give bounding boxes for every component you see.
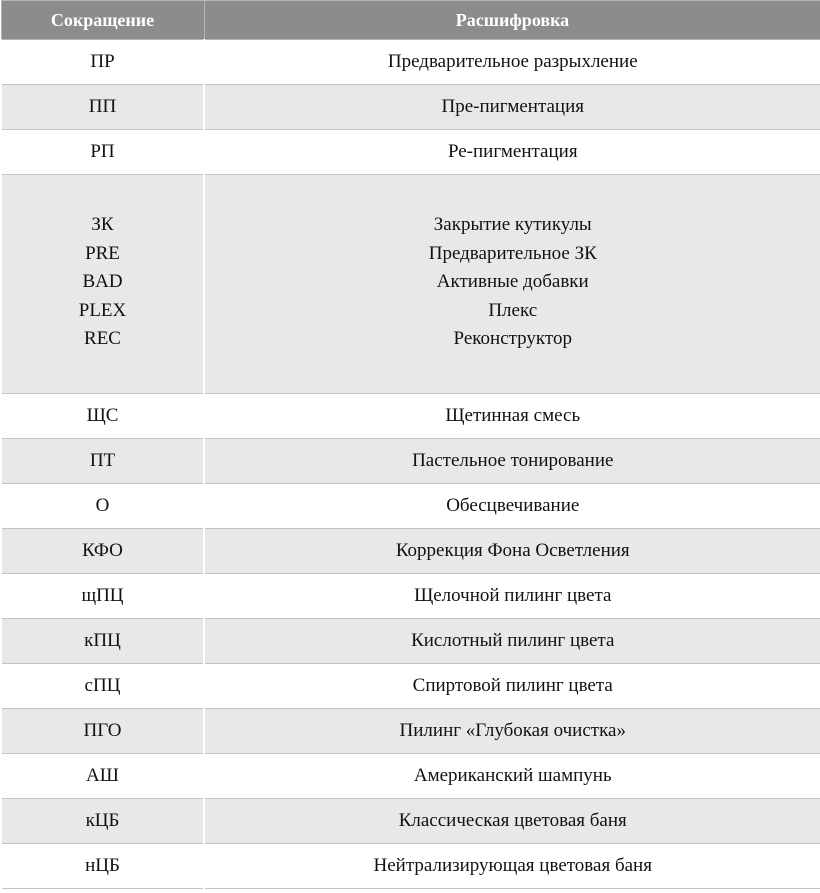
table-row [1, 754, 820, 799]
table-row [1, 844, 820, 889]
abbreviation-cell [1, 394, 204, 439]
meaning-cell [204, 754, 820, 799]
abbreviation-cell [1, 130, 204, 175]
table-row [1, 439, 820, 484]
abbreviation-text: ПП [88, 95, 117, 117]
abbreviation-text: PRE [85, 242, 120, 264]
abbreviation-text: PLEX [78, 299, 127, 321]
abbreviation-text: РП [90, 140, 115, 162]
meaning-text: Предварительное разрыхление [387, 50, 638, 72]
abbreviation-text: BAD [82, 271, 123, 292]
meaning-text: Активные добавки [436, 271, 589, 292]
table-row [1, 394, 820, 439]
abbreviation-text: ПР [90, 50, 115, 72]
meaning-cell [204, 709, 820, 754]
table-row [1, 574, 820, 619]
meaning-text: Щелочной пилинг цвета [414, 584, 612, 606]
meaning-text: Плекс [488, 299, 538, 321]
meaning-cell [204, 130, 820, 175]
abbreviation-text: АШ [86, 764, 119, 786]
abbreviation-cell [1, 40, 204, 85]
meaning-cell [204, 40, 820, 85]
meaning-cell [204, 574, 820, 619]
meaning-text: Американский шампунь [413, 764, 612, 786]
abbreviation-text: ЩС [86, 404, 119, 426]
table-row [1, 484, 820, 529]
abbreviation-text: кЦБ [85, 809, 120, 831]
table-row [1, 529, 820, 574]
meaning-cell [204, 799, 820, 844]
meaning-text: Закрытие кутикулы [433, 214, 592, 235]
table-header-row [1, 1, 820, 40]
table-row [1, 709, 820, 754]
abbreviation-cell [1, 85, 204, 130]
meaning-text: Спиртовой пилинг цвета [412, 674, 613, 696]
meaning-text: Кислотный пилинг цвета [411, 629, 615, 651]
abbreviation-text: кПЦ [84, 629, 121, 651]
meaning-cell [204, 844, 820, 889]
abbreviation-cell [1, 484, 204, 529]
meaning-cell [204, 85, 820, 130]
table-row [1, 175, 820, 394]
column-header-meaning: Расшифровка [204, 1, 820, 40]
abbreviation-cell [1, 799, 204, 844]
meaning-text: Пилинг «Глубокая очистка» [399, 719, 626, 741]
meaning-cell [204, 394, 820, 439]
abbreviation-cell [1, 754, 204, 799]
meaning-text: Ре-пигментация [447, 140, 578, 162]
meaning-text: Щетинная смесь [445, 404, 581, 426]
meaning-cell [204, 529, 820, 574]
meaning-text: Коррекция Фона Осветления [395, 539, 630, 561]
abbreviation-cell [1, 574, 204, 619]
meaning-text: Нейтрализирующая цветовая баня [373, 854, 652, 876]
abbreviation-cell [1, 529, 204, 574]
meaning-text: Классическая цветовая баня [398, 809, 627, 831]
meaning-text: Пре-пигментация [441, 95, 585, 117]
table-row [1, 619, 820, 664]
table-body [1, 40, 820, 889]
meaning-cell [204, 175, 820, 394]
abbreviation-text: нЦБ [85, 854, 120, 876]
abbreviation-text: КФО [82, 539, 123, 561]
abbreviation-text: О [95, 494, 110, 516]
abbreviation-cell [1, 439, 204, 484]
meaning-text: Реконструктор [453, 328, 572, 349]
meaning-text: Обесцвечивание [446, 494, 580, 516]
table-row [1, 130, 820, 175]
abbreviation-text: REC [84, 328, 121, 349]
table-row [1, 799, 820, 844]
column-header-abbreviation: Сокращение [1, 1, 204, 40]
table-row [1, 664, 820, 709]
meaning-cell [204, 484, 820, 529]
abbreviation-text: ПТ [89, 449, 116, 471]
meaning-text: Предварительное ЗК [428, 242, 597, 264]
abbreviation-cell [1, 175, 204, 394]
abbreviation-cell [1, 664, 204, 709]
abbreviation-cell [1, 709, 204, 754]
abbreviation-text: щПЦ [81, 584, 124, 606]
table-row [1, 40, 820, 85]
table-row [1, 85, 820, 130]
abbreviation-text: ПГО [83, 719, 122, 741]
abbreviation-text: ЗК [91, 214, 114, 235]
abbreviation-text: сПЦ [84, 674, 121, 696]
meaning-text: Пастельное тонирование [412, 449, 614, 471]
abbreviation-cell [1, 619, 204, 664]
abbreviation-cell [1, 844, 204, 889]
meaning-cell [204, 664, 820, 709]
meaning-cell [204, 619, 820, 664]
meaning-cell [204, 439, 820, 484]
